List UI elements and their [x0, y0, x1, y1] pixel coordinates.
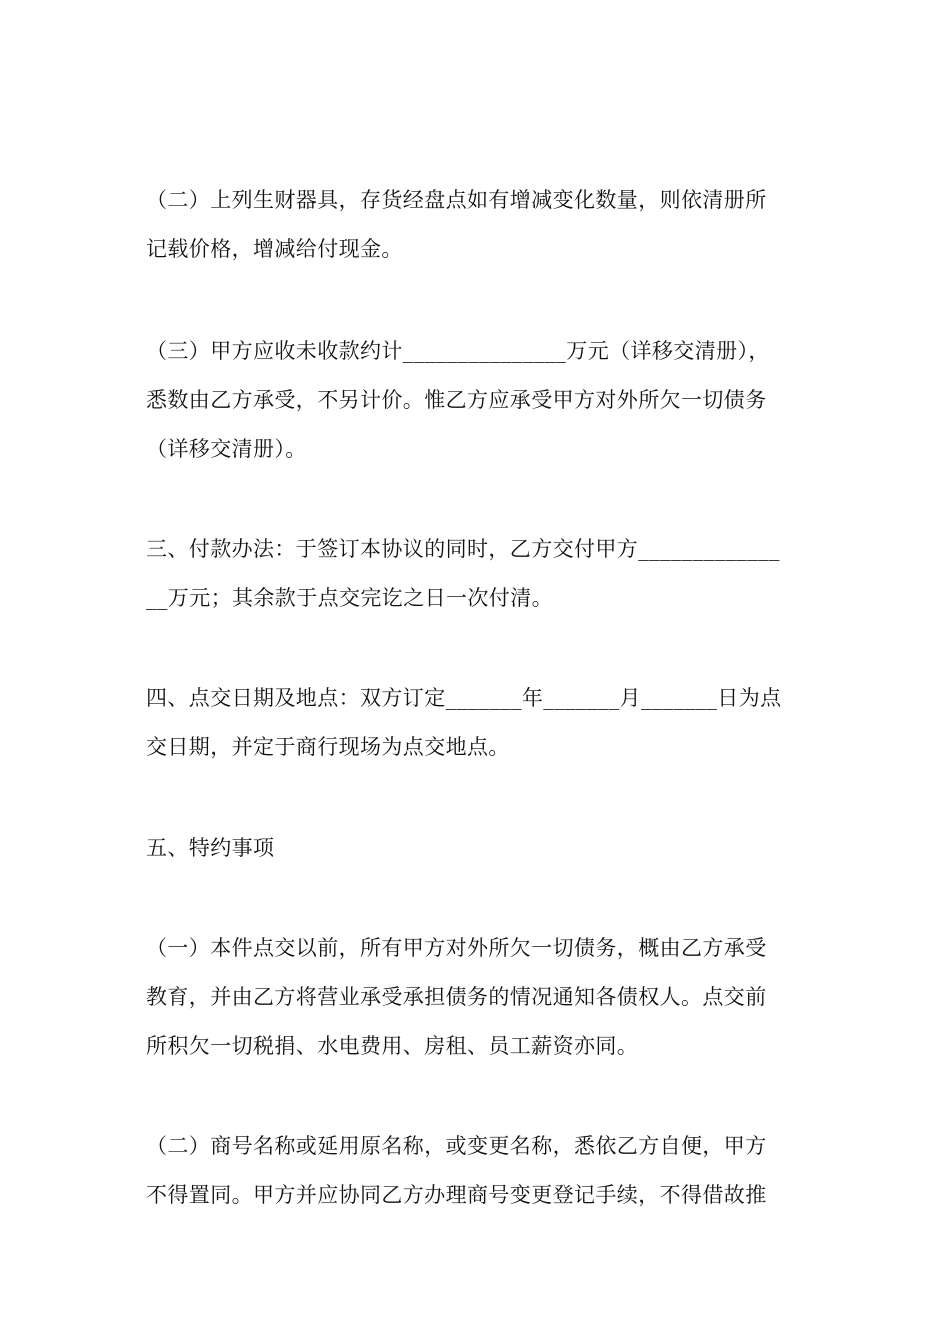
text-line: 五、特约事项: [146, 836, 275, 860]
paragraph-clause-2-2: [146, 176, 810, 274]
text-line: 教育，并由乙方将营业承受承担债务的情况通知各债权人。点交前: [146, 985, 767, 1009]
text-line: 交日期，并定于商行现场为点交地点。: [146, 735, 510, 759]
text-line: 三、付款办法：于签订本协议的同时，乙方交付甲方_____________: [146, 537, 780, 561]
paragraph-clause-5-2: [146, 1122, 810, 1220]
text-line: （详移交清册）。: [146, 437, 307, 461]
paragraph-clause-2-3: [146, 327, 810, 474]
text-line: 悉数由乙方承受，不另计价。惟乙方应承受甲方对外所欠一切债务: [146, 388, 767, 412]
paragraph-clause-3: [146, 525, 810, 623]
text-line: （三）甲方应收未收款约计_______________万元（详移交清册），: [146, 339, 770, 363]
text-line: __万元；其余款于点交完讫之日一次付清。: [146, 586, 553, 610]
text-line: （二）商号名称或延用原名称，或变更名称，悉依乙方自便，甲方: [146, 1134, 767, 1158]
text-line: 不得置同。甲方并应协同乙方办理商号变更登记手续，不得借故推: [146, 1183, 767, 1207]
paragraph-clause-5-1: [146, 924, 810, 1071]
text-line: 四、点交日期及地点：双方订定_______年_______月_______日为点: [146, 686, 782, 710]
text-line: 所积欠一切税捐、水电费用、房租、员工薪资亦同。: [146, 1034, 639, 1058]
text-line: 记载价格，增减给付现金。: [146, 237, 403, 261]
text-line: （二）上列生财器具，存货经盘点如有增减变化数量，则依清册所: [146, 188, 767, 212]
paragraph-clause-4: [146, 674, 810, 772]
text-line: （一）本件点交以前，所有甲方对外所欠一切债务，概由乙方承受: [146, 936, 767, 960]
section-heading-special-terms: [146, 824, 810, 873]
